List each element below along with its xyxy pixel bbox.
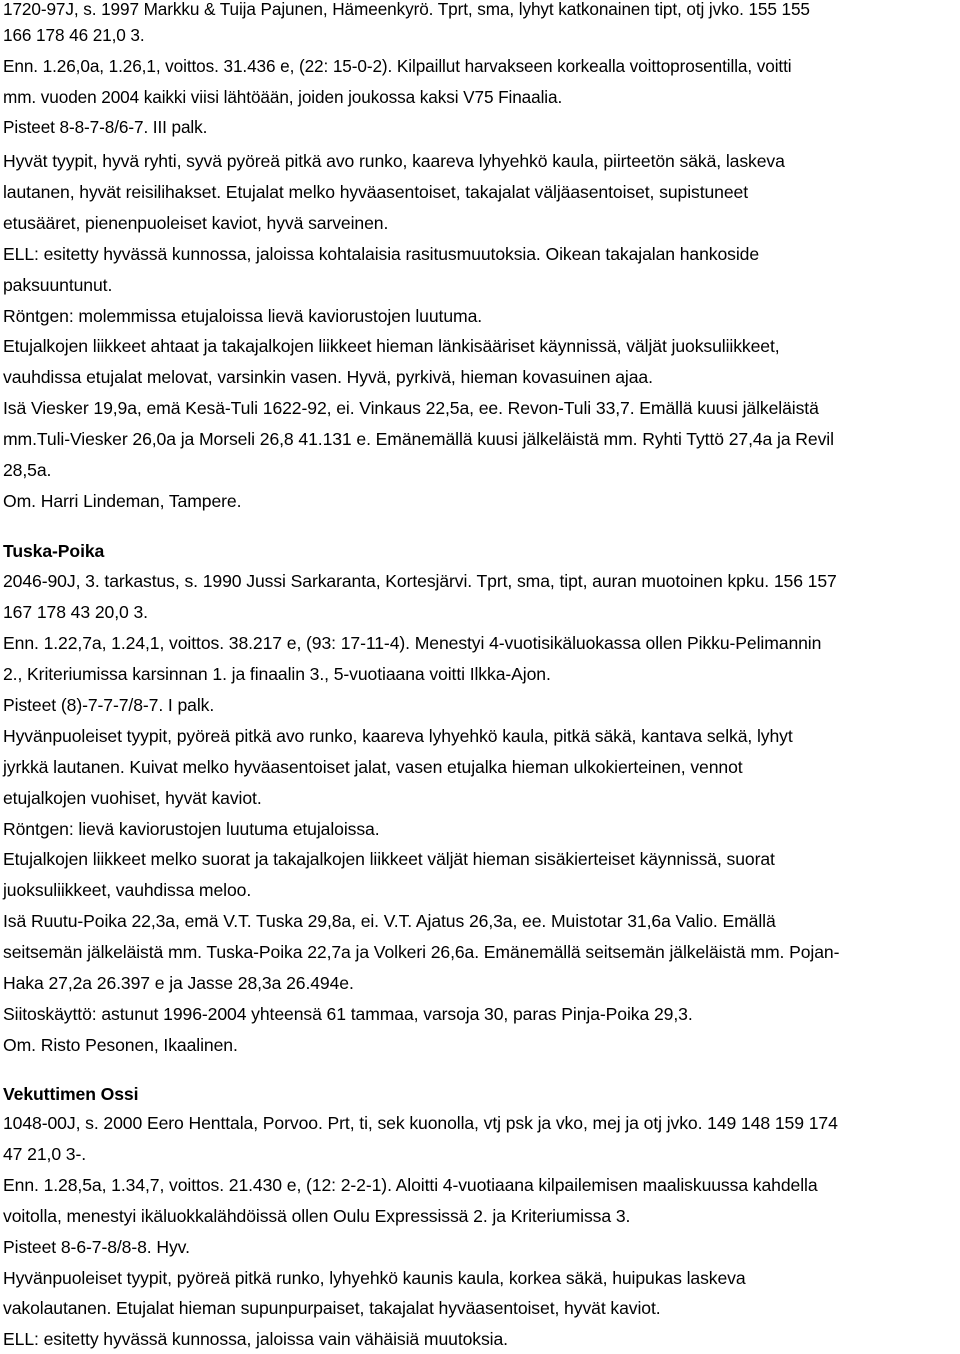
text-line: ELL: esitetty hyvässä kunnossa, jaloissa vain vähäisiä muutoksia. [3,1329,508,1349]
text-line: Röntgen: lievä kaviorustojen luutuma etujaloissa. [3,819,380,839]
text-line: jyrkkä lautanen. Kuivat melko hyväasentoiset jalat, vasen etujalka hieman ulkokierteinen, vennot [3,757,743,777]
text-line: Enn. 1.22,7a, 1.24,1, voittos. 38.217 e, (93: 17-11-4). Menestyi 4-vuotisikäluokassa ollen Pikku-Pelimannin [3,633,822,653]
text-line: vakolautanen. Etujalat hieman supunpurpaiset, takajalat hyväasentoiset, hyvät kaviot. [3,1298,661,1318]
text-line: Etujalkojen liikkeet ahtaat ja takajalkojen liikkeet hieman länkisääriset käynnissä, väljät juoksuliikkeet, [3,336,780,356]
section-heading: Vekuttimen Ossi [3,1084,139,1104]
text-line: Röntgen: molemmissa etujaloissa lievä kaviorustojen luutuma. [3,306,483,326]
text-line: mm.Tuli-Viesker 26,0a ja Morseli 26,8 41.131 e. Emänemällä kuusi jälkeläistä mm. Ryhti Tyttö 27,4a ja Revil [3,429,834,449]
text-line: Enn. 1.28,5a, 1.34,7, voittos. 21.430 e, (12: 2-2-1). Aloitti 4-vuotiaana kilpailemisen maaliskuussa kahdella [3,1175,818,1195]
text-line: ELL: esitetty hyvässä kunnossa, jaloissa kohtalaisia rasitusmuutoksia. Oikean takajalan hankoside [3,244,760,264]
text-line: etusääret, pienenpuoleiset kaviot, hyvä sarveinen. [3,213,389,233]
text-line: Hyvänpuoleiset tyypit, pyöreä pitkä runko, lyhyehkö kaunis kaula, korkea säkä, huipukas laskeva [3,1268,746,1288]
text-line: Enn. 1.26,0a, 1.26,1, voittos. 31.436 e, (22: 15-0-2). Kilpaillut harvakseen korkealla voittoprosentilla, voitti [3,56,792,76]
text-line: Haka 27,2a 26.397 e ja Jasse 28,3a 26.494e. [3,973,354,993]
text-line: Om. Harri Lindeman, Tampere. [3,491,242,511]
text-line: juoksuliikkeet, vauhdissa meloo. [3,880,252,900]
text-line: 167 178 43 20,0 3. [3,602,148,622]
text-line: paksuuntunut. [3,275,113,295]
text-line: 1048-00J, s. 2000 Eero Henttala, Porvoo. Prt, ti, sek kuonolla, vtj psk ja vko, mej ja otj jvko. 149 148 159 174 [3,1113,838,1133]
section-heading: Tuska-Poika [3,541,105,561]
text-line: seitsemän jälkeläistä mm. Tuska-Poika 22,7a ja Volkeri 26,6a. Emänemällä seitsemän jälkeläistä mm. Pojan- [3,942,840,962]
text-line: mm. vuoden 2004 kaikki viisi lähtöään, joiden joukossa kaksi V75 Finaalia. [3,87,563,107]
text-line: Etujalkojen liikkeet melko suorat ja takajalkojen liikkeet väljät hieman sisäkierteiset käynnissä, suorat [3,849,775,869]
text-line: Hyvät tyypit, hyvä ryhti, syvä pyöreä pitkä avo runko, kaareva lyhyehkö kaula, piirteetön säkä, laskeva [3,151,785,171]
text-line: vauhdissa etujalat melovat, varsinkin vasen. Hyvä, pyrkivä, hieman kovasuinen ajaa. [3,367,653,387]
text-line: Pisteet 8-6-7-8/8-8. Hyv. [3,1237,190,1257]
text-line: 2., Kriteriumissa karsinnan 1. ja finaalin 3., 5-vuotiaana voitti Ilkka-Ajon. [3,664,551,684]
text-line: voitolla, menestyi ikäluokkalähdöissä ollen Oulu Expressissä 2. ja Kriteriumissa 3. [3,1206,631,1226]
text-line: etujalkojen vuohiset, hyvät kaviot. [3,788,262,808]
text-line: 47 21,0 3-. [3,1144,87,1164]
text-line: lautanen, hyvät reisilihakset. Etujalat melko hyväasentoiset, takajalat väljäasentoiset, supistuneet [3,182,749,202]
text-line: 1720-97J, s. 1997 Markku & Tuija Pajunen, Hämeenkyrö. Tprt, sma, lyhyt katkonainen tipt, otj jvko. 155 155 [3,0,810,19]
text-line: Pisteet (8)-7-7-7/8-7. I palk. [3,695,215,715]
text-line: Siitoskäyttö: astunut 1996-2004 yhteensä 61 tammaa, varsoja 30, paras Pinja-Poika 29,3. [3,1004,693,1024]
text-line: Hyvänpuoleiset tyypit, pyöreä pitkä avo runko, kaareva lyhyehkö kaula, pitkä säkä, kantava selkä, lyhyt [3,726,793,746]
text-line: Om. Risto Pesonen, Ikaalinen. [3,1035,238,1055]
text-line: Pisteet 8-8-7-8/6-7. III palk. [3,117,208,137]
text-line: Isä Viesker 19,9a, emä Kesä-Tuli 1622-92, ei. Vinkaus 22,5a, ee. Revon-Tuli 33,7. Emällä kuusi jälkeläistä [3,398,819,418]
text-line: 28,5a. [3,460,52,480]
text-line: 166 178 46 21,0 3. [3,25,145,45]
text-line: Isä Ruutu-Poika 22,3a, emä V.T. Tuska 29,8a, ei. V.T. Ajatus 26,3a, ee. Muistotar 31,6a Valio. Emällä [3,911,776,931]
text-line: 2046-90J, 3. tarkastus, s. 1990 Jussi Sarkaranta, Kortesjärvi. Tprt, sma, tipt, auran muotoinen kpku. 156 157 [3,571,837,591]
